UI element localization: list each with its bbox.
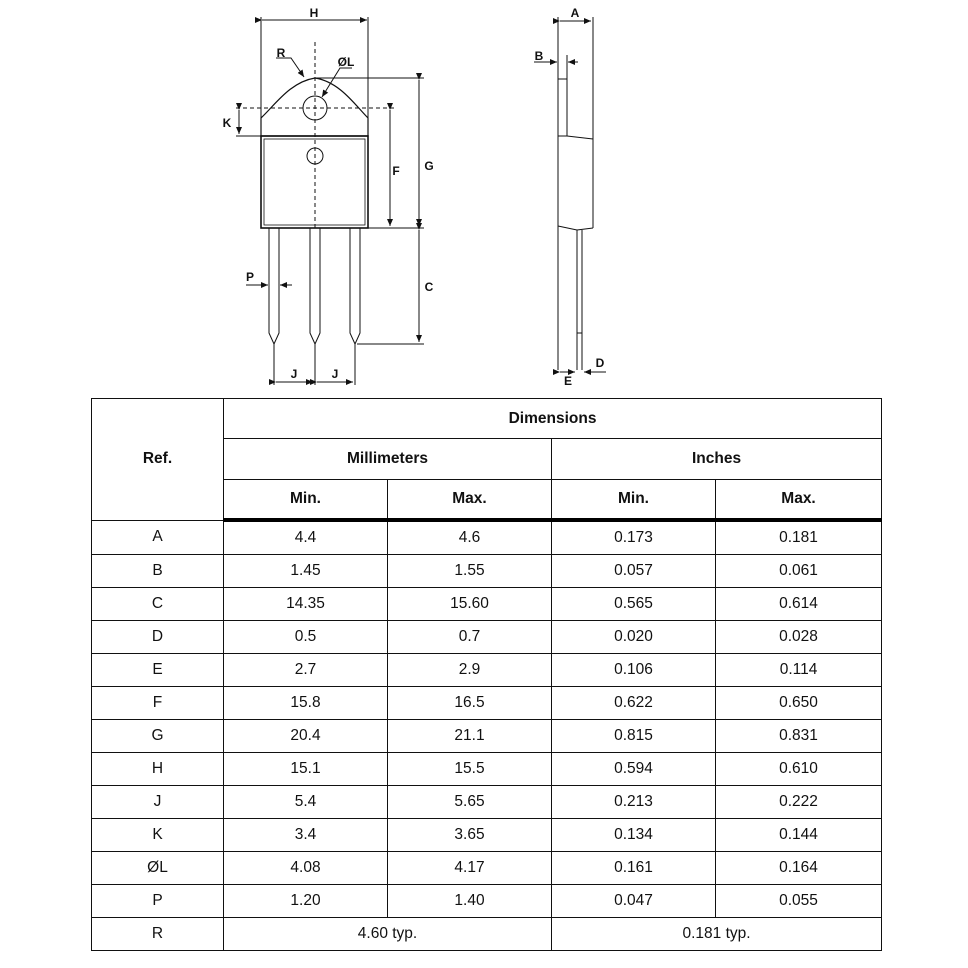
table-row xyxy=(92,555,882,588)
ref-cell: ØL xyxy=(92,852,224,885)
front-view xyxy=(236,17,424,385)
mm-max-cell: 1.40 xyxy=(388,885,552,918)
ref-cell: C xyxy=(92,588,224,621)
mm-max-cell: 15.5 xyxy=(388,753,552,786)
ref-cell: K xyxy=(92,819,224,852)
label-p: P xyxy=(245,270,255,284)
mm-max-cell: 0.7 xyxy=(388,621,552,654)
table-row xyxy=(92,885,882,918)
table-row xyxy=(92,588,882,621)
in-max-cell: 0.055 xyxy=(716,885,882,918)
in-max-cell: 0.650 xyxy=(716,687,882,720)
ref-cell: D xyxy=(92,621,224,654)
mm-max-header: Max. xyxy=(388,480,552,521)
in-min-cell: 0.173 xyxy=(552,520,716,555)
in-typ-cell: 0.181 typ. xyxy=(552,918,882,951)
table-row xyxy=(92,654,882,687)
table-row xyxy=(92,687,882,720)
mm-max-cell: 21.1 xyxy=(388,720,552,753)
table-row-typ xyxy=(92,918,882,951)
mm-min-cell: 5.4 xyxy=(224,786,388,819)
mm-min-cell: 2.7 xyxy=(224,654,388,687)
in-max-cell: 0.181 xyxy=(716,520,882,555)
mm-max-cell: 15.60 xyxy=(388,588,552,621)
table-row xyxy=(92,621,882,654)
label-a: A xyxy=(570,6,580,20)
in-max-cell: 0.114 xyxy=(716,654,882,687)
mm-min-cell: 0.5 xyxy=(224,621,388,654)
ref-cell: F xyxy=(92,687,224,720)
dimensions-header: Dimensions xyxy=(224,399,882,439)
in-min-cell: 0.134 xyxy=(552,819,716,852)
mm-min-cell: 1.45 xyxy=(224,555,388,588)
in-min-cell: 0.565 xyxy=(552,588,716,621)
in-min-cell: 0.161 xyxy=(552,852,716,885)
side-view xyxy=(534,17,606,372)
table-row xyxy=(92,819,882,852)
mm-min-cell: 14.35 xyxy=(224,588,388,621)
label-f: F xyxy=(392,164,400,178)
ref-cell: R xyxy=(92,918,224,951)
in-min-cell: 0.815 xyxy=(552,720,716,753)
in-min-cell: 0.622 xyxy=(552,687,716,720)
table-row xyxy=(92,852,882,885)
mm-min-cell: 20.4 xyxy=(224,720,388,753)
label-k: K xyxy=(222,116,232,130)
in-max-cell: 0.144 xyxy=(716,819,882,852)
table-row xyxy=(92,786,882,819)
in-max-cell: 0.614 xyxy=(716,588,882,621)
mm-min-cell: 15.8 xyxy=(224,687,388,720)
label-l: ØL xyxy=(337,55,355,69)
ref-cell: J xyxy=(92,786,224,819)
mm-min-header: Min. xyxy=(224,480,388,521)
ref-cell: B xyxy=(92,555,224,588)
in-max-cell: 0.028 xyxy=(716,621,882,654)
label-c: C xyxy=(424,280,434,294)
in-max-header: Max. xyxy=(716,480,882,521)
mm-max-cell: 5.65 xyxy=(388,786,552,819)
table-row xyxy=(92,520,882,555)
mm-min-cell: 1.20 xyxy=(224,885,388,918)
in-max-cell: 0.610 xyxy=(716,753,882,786)
label-g: G xyxy=(424,159,434,173)
ref-cell: G xyxy=(92,720,224,753)
label-b: B xyxy=(534,49,544,63)
in-max-cell: 0.164 xyxy=(716,852,882,885)
package-outline-drawing xyxy=(0,0,968,395)
ref-cell: A xyxy=(92,520,224,555)
ref-cell: H xyxy=(92,753,224,786)
in-max-cell: 0.061 xyxy=(716,555,882,588)
ref-cell: E xyxy=(92,654,224,687)
mm-max-cell: 1.55 xyxy=(388,555,552,588)
in-max-cell: 0.222 xyxy=(716,786,882,819)
mm-max-cell: 2.9 xyxy=(388,654,552,687)
millimeters-header: Millimeters xyxy=(224,439,552,480)
in-min-cell: 0.047 xyxy=(552,885,716,918)
mm-min-cell: 4.08 xyxy=(224,852,388,885)
label-j1: J xyxy=(290,367,298,381)
mm-min-cell: 3.4 xyxy=(224,819,388,852)
table-row xyxy=(92,753,882,786)
label-j2: J xyxy=(331,367,339,381)
table-row xyxy=(92,720,882,753)
dimensions-table xyxy=(91,398,882,951)
in-min-cell: 0.020 xyxy=(552,621,716,654)
mm-max-cell: 16.5 xyxy=(388,687,552,720)
mm-typ-cell: 4.60 typ. xyxy=(224,918,552,951)
mm-max-cell: 4.6 xyxy=(388,520,552,555)
label-r: R xyxy=(276,46,286,60)
inches-header: Inches xyxy=(552,439,882,480)
ref-cell: P xyxy=(92,885,224,918)
in-min-cell: 0.213 xyxy=(552,786,716,819)
in-min-cell: 0.594 xyxy=(552,753,716,786)
in-max-cell: 0.831 xyxy=(716,720,882,753)
in-min-header: Min. xyxy=(552,480,716,521)
mm-max-cell: 4.17 xyxy=(388,852,552,885)
in-min-cell: 0.057 xyxy=(552,555,716,588)
mm-min-cell: 4.4 xyxy=(224,520,388,555)
label-h: H xyxy=(309,6,319,20)
mm-min-cell: 15.1 xyxy=(224,753,388,786)
ref-header: Ref. xyxy=(92,399,224,521)
label-e: E xyxy=(563,374,573,388)
mm-max-cell: 3.65 xyxy=(388,819,552,852)
in-min-cell: 0.106 xyxy=(552,654,716,687)
label-d: D xyxy=(595,356,605,370)
